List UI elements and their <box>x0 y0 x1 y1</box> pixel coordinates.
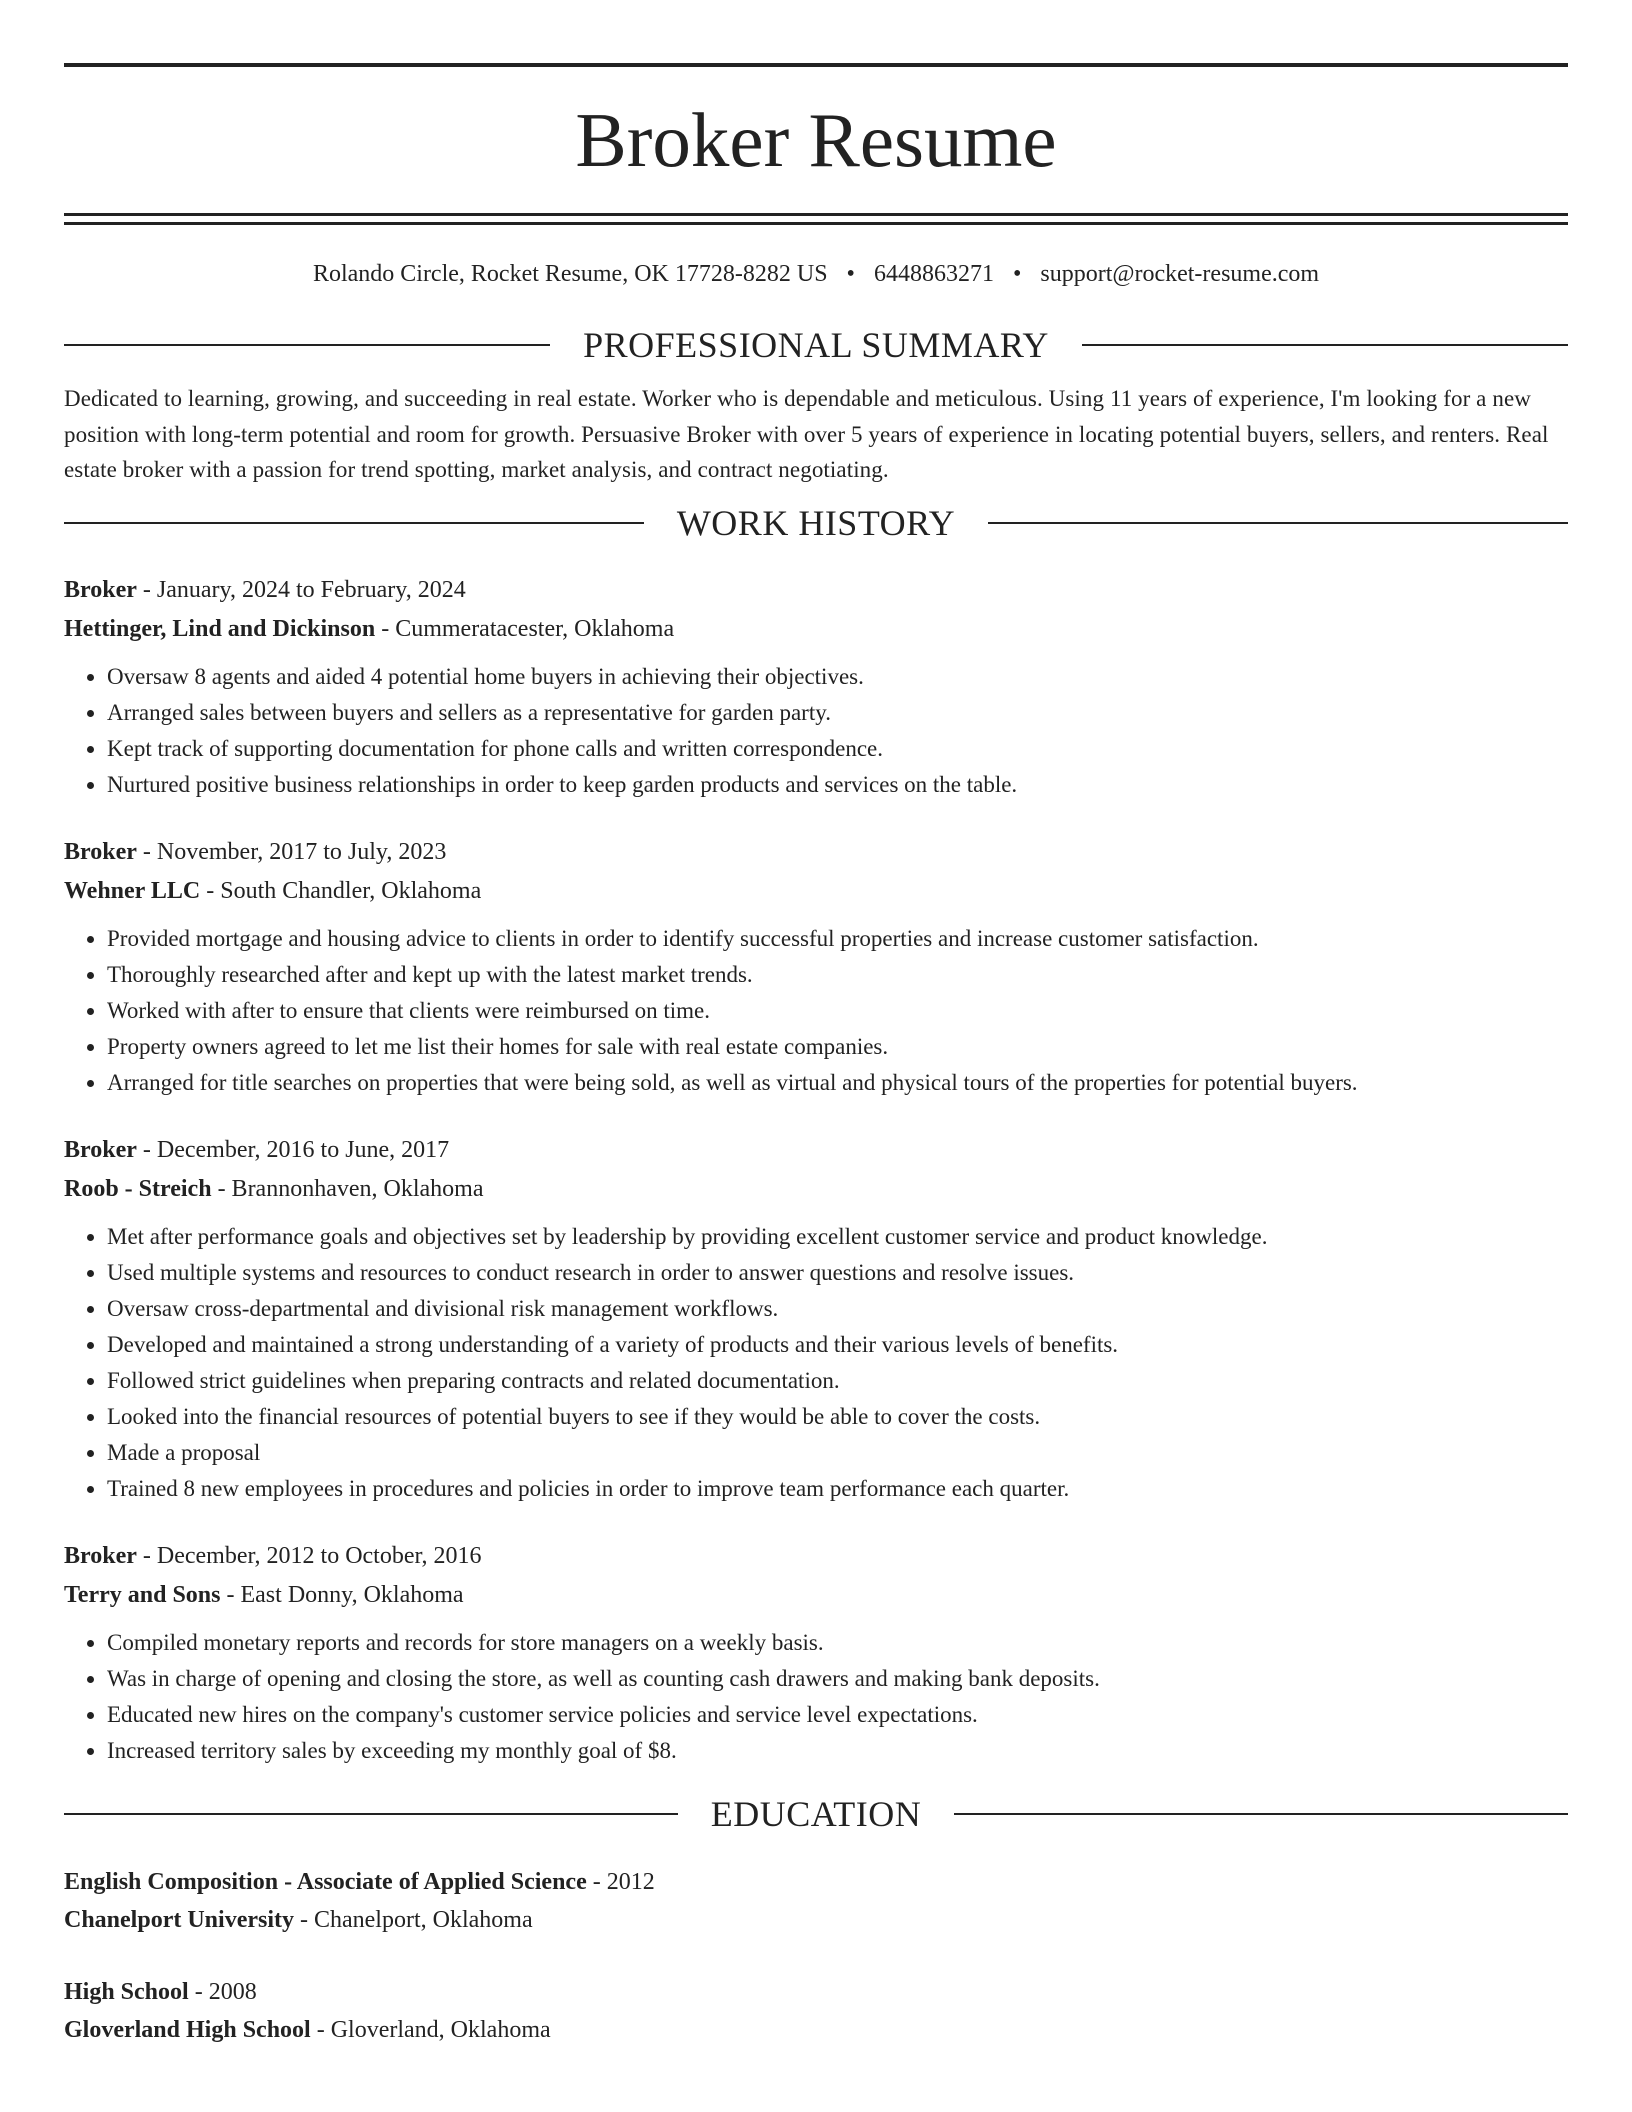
job-entry <box>64 571 1568 803</box>
job-bullets <box>64 921 1568 1101</box>
section-heading-work <box>64 503 1568 543</box>
job-entry <box>64 1131 1568 1507</box>
contact-separator: • <box>1012 261 1022 287</box>
contact-phone: 6448863271 <box>873 261 994 287</box>
education-entry <box>64 1863 1568 1939</box>
job-bullets <box>64 1219 1568 1507</box>
job-bullet: • Thoroughly researched after and kept up with the latest market trends. <box>107 957 1568 993</box>
edu-school: Gloverland High School <box>64 2016 311 2043</box>
job-entry <box>64 1537 1568 1769</box>
contact-email: support@rocket-resume.com <box>1040 261 1320 287</box>
job-entry <box>64 833 1568 1101</box>
contact-separator: • <box>846 261 855 287</box>
job-bullet: • Arranged for title searches on properties that were being sold, as well as virtual and physical tours of the properties for potential buyers. <box>107 1065 1568 1101</box>
section-heading-label: WORK HISTORY <box>676 502 956 543</box>
job-bullet: • Followed strict guidelines when preparing contracts and related documentation. <box>107 1363 1568 1399</box>
job-title: Broker <box>64 1542 137 1569</box>
job-title: Broker <box>64 1136 137 1163</box>
job-bullet: • Oversaw cross-departmental and divisional risk management workflows. <box>107 1291 1568 1327</box>
page-title: Broker Resume <box>575 97 1057 183</box>
job-title: Broker <box>64 838 137 865</box>
job-company-line <box>64 872 1568 911</box>
job-bullets <box>64 1625 1568 1769</box>
edu-degree: English Composition - Associate of Applied Science <box>64 1868 587 1895</box>
job-bullet: • Made a proposal <box>107 1435 1568 1471</box>
job-dates: - December, 2016 to June, 2017 <box>136 1136 450 1163</box>
section-heading-summary <box>64 325 1568 365</box>
summary-text: Dedicated to learning, growing, and succeeding in real estate. Worker who is dependable and meticulous. Using 11 years of experience, I'm looking for a new position with long-term potential and room for growth. Persuasive Broker with over 5 years of experience in locating potential buyers, sellers, and renters. Real estate broker with a passion for trend spotting, market analysis, and contract negotiating. <box>64 386 1549 482</box>
job-company: Hettinger, Lind and Dickinson <box>64 615 376 642</box>
edu-degree-line <box>64 1863 1568 1901</box>
job-title: Broker <box>64 576 137 603</box>
heading-rule-right <box>954 1813 1568 1815</box>
job-title-line <box>64 571 1568 610</box>
job-company: Terry and Sons <box>64 1581 221 1608</box>
top-rule <box>64 63 1568 67</box>
edu-location: - Gloverland, Oklahoma <box>310 2016 551 2043</box>
edu-school-line <box>64 1901 1568 1939</box>
job-title-line <box>64 833 1568 872</box>
job-bullet: • Used multiple systems and resources to conduct research in order to answer questions and resolve issues. <box>107 1255 1568 1291</box>
job-bullet: • Oversaw 8 agents and aided 4 potential home buyers in achieving their objectives. <box>107 659 1568 695</box>
edu-school: Chanelport University <box>64 1906 294 1933</box>
job-bullet: • Nurtured positive business relationships in order to keep garden products and services on the table. <box>107 767 1568 803</box>
contact-line <box>64 259 1568 289</box>
job-dates: - December, 2012 to October, 2016 <box>136 1542 482 1569</box>
heading-rule-left <box>64 344 550 346</box>
job-bullet: • Worked with after to ensure that clients were reimbursed on time. <box>107 993 1568 1029</box>
job-bullets <box>64 659 1568 803</box>
heading-rule-right <box>1082 344 1568 346</box>
edu-degree: High School <box>64 1978 189 2005</box>
job-bullet: • Was in charge of opening and closing the store, as well as counting cash drawers and making bank deposits. <box>107 1661 1568 1697</box>
section-heading-label: EDUCATION <box>710 1793 922 1834</box>
job-bullet: • Kept track of supporting documentation for phone calls and written correspondence. <box>107 731 1568 767</box>
job-location: - Cummeratacester, Oklahoma <box>375 615 675 642</box>
job-bullet: • Compiled monetary reports and records for store managers on a weekly basis. <box>107 1625 1568 1661</box>
job-bullet: • Trained 8 new employees in procedures and policies in order to improve team performance each quarter. <box>107 1471 1568 1507</box>
job-company-line <box>64 610 1568 649</box>
job-bullet: • Met after performance goals and objectives set by leadership by providing excellent customer service and product knowledge. <box>107 1219 1568 1255</box>
job-bullet: • Arranged sales between buyers and sellers as a representative for garden party. <box>107 695 1568 731</box>
job-bullet: • Educated new hires on the company's customer service policies and service level expectations. <box>107 1697 1568 1733</box>
job-location: - South Chandler, Oklahoma <box>200 877 482 904</box>
job-title-line <box>64 1131 1568 1170</box>
contact-address: Rolando Circle, Rocket Resume, OK 17728-8282 US <box>312 261 828 287</box>
section-heading-education <box>64 1794 1568 1834</box>
resume-page <box>64 0 1568 2049</box>
job-dates: - January, 2024 to February, 2024 <box>136 576 466 603</box>
job-company-line <box>64 1170 1568 1209</box>
job-company-line <box>64 1576 1568 1615</box>
edu-year: - 2008 <box>188 1978 257 2005</box>
job-company: Wehner LLC <box>64 877 201 904</box>
section-heading-label: PROFESSIONAL SUMMARY <box>583 325 1049 365</box>
job-title-line <box>64 1537 1568 1576</box>
edu-school-line <box>64 2011 1568 2049</box>
job-location: - Brannonhaven, Oklahoma <box>211 1175 484 1202</box>
title-double-rule <box>64 213 1568 225</box>
edu-year: - 2012 <box>586 1868 655 1895</box>
job-bullet: • Provided mortgage and housing advice to clients in order to identify successful properties and increase customer satisfaction. <box>107 921 1568 957</box>
job-bullet: • Looked into the financial resources of potential buyers to see if they would be able to cover the costs. <box>107 1399 1568 1435</box>
job-company: Roob - Streich <box>64 1175 212 1202</box>
education-entry <box>64 1973 1568 2049</box>
job-bullet: • Increased territory sales by exceeding my monthly goal of $8. <box>107 1733 1568 1769</box>
edu-location: - Chanelport, Oklahoma <box>294 1906 533 1933</box>
heading-rule-left <box>64 522 644 524</box>
job-location: - East Donny, Oklahoma <box>220 1581 464 1608</box>
heading-rule-right <box>988 522 1568 524</box>
job-dates: - November, 2017 to July, 2023 <box>136 838 447 865</box>
job-bullet: • Property owners agreed to let me list their homes for sale with real estate companies. <box>107 1029 1568 1065</box>
heading-rule-left <box>64 1813 678 1815</box>
job-bullet: • Developed and maintained a strong understanding of a variety of products and their various levels of benefits. <box>107 1327 1568 1363</box>
edu-degree-line <box>64 1973 1568 2011</box>
